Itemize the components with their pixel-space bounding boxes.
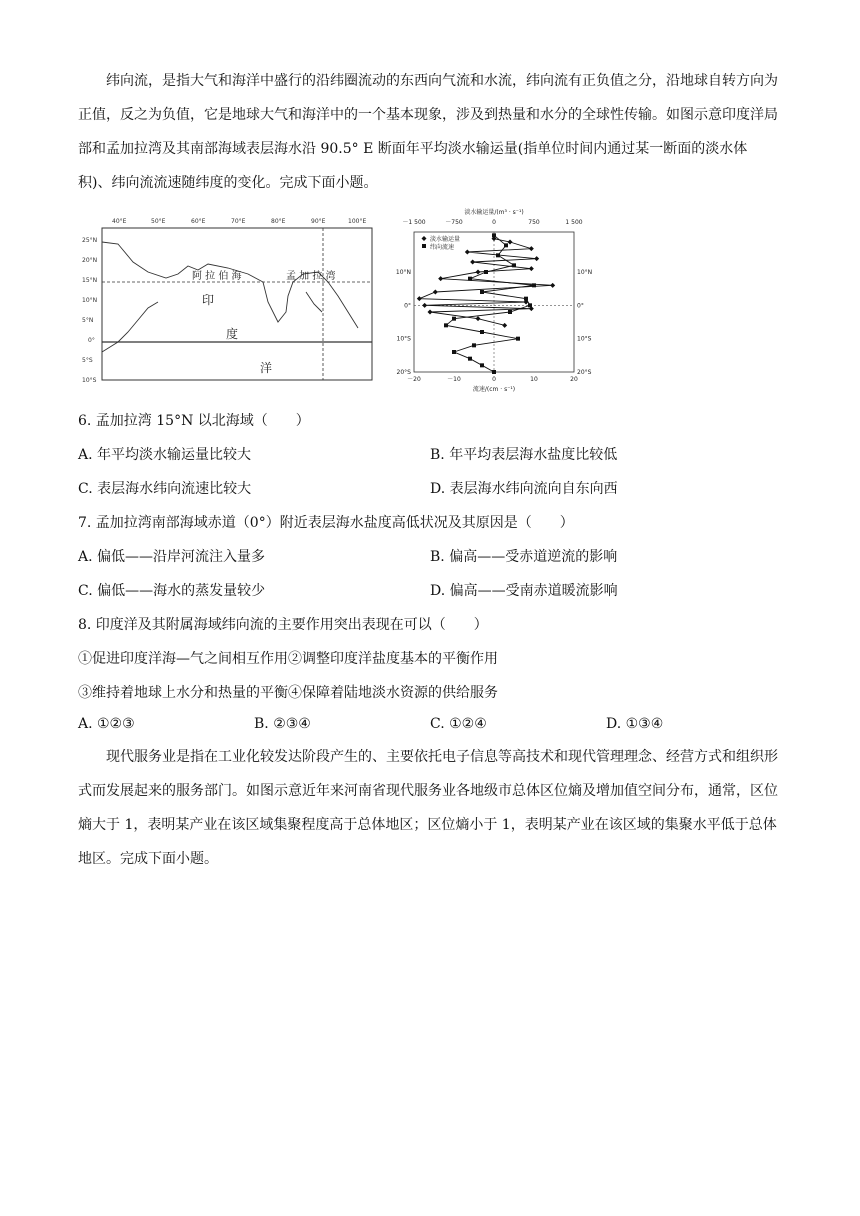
zonal-velocity-point: [468, 357, 472, 361]
y-tick-label-right: 10°N: [577, 269, 593, 276]
lon-label: 40°E: [112, 218, 127, 225]
top-tick-label: 0: [492, 219, 496, 226]
lat-label: 10°S: [82, 377, 97, 384]
q6-option-a[interactable]: A. 年平均淡水输运量比较大: [78, 447, 252, 463]
zonal-velocity-point: [508, 310, 512, 314]
bottom-tick-label: －10: [447, 376, 461, 383]
zonal-velocity-point: [504, 243, 508, 247]
lat-label: 20°N: [82, 257, 98, 264]
lon-label: 50°E: [151, 218, 166, 225]
q7-option-c[interactable]: C. 偏低——海水的蒸发量较少: [78, 583, 266, 599]
zonal-velocity-point: [532, 283, 536, 287]
zonal-velocity-point: [524, 297, 528, 301]
bottom-axis-label: 流速/(cm · s⁻¹): [472, 386, 516, 393]
q8-statement-line-2: ③维持着地球上水分和热量的平衡④保障着陆地淡水资源的供给服务: [78, 685, 498, 701]
zonal-velocity-point: [452, 350, 456, 354]
lat-label: 25°N: [82, 237, 98, 244]
y-tick-label-right: 20°S: [577, 369, 592, 376]
zonal-velocity-point: [496, 253, 500, 257]
ocean-label: 度: [226, 327, 239, 341]
y-tick-label-left: 10°S: [396, 335, 411, 343]
lon-label: 90°E: [311, 218, 326, 225]
top-tick-label: －1 500: [402, 219, 426, 226]
bottom-tick-label: 0: [492, 376, 496, 383]
zonal-velocity-point: [480, 363, 484, 367]
q7-option-b[interactable]: B. 偏高——受赤道逆流的影响: [430, 549, 618, 565]
indian-ocean-map: [78, 212, 378, 390]
lat-label: 10°N: [82, 297, 98, 304]
zonal-velocity-point: [480, 330, 484, 334]
q8-option-a[interactable]: A. ①②③: [78, 716, 135, 732]
q8-stem: 8. 印度洋及其附属海域纬向流的主要作用突出表现在可以（ ）: [78, 617, 488, 633]
lon-label: 100°E: [348, 218, 367, 225]
q8-option-b[interactable]: B. ②③④: [254, 716, 311, 732]
y-tick-label-right: 0°: [577, 302, 584, 310]
y-tick-label-left: 0°: [404, 302, 411, 310]
y-tick-label-right: 10°S: [577, 335, 592, 343]
zonal-velocity-point: [480, 290, 484, 294]
top-axis-label: 淡水输运量/(m³ · s⁻¹): [464, 209, 524, 216]
y-tick-label-left: 20°S: [396, 369, 411, 376]
lat-label: 5°N: [82, 317, 94, 324]
lon-label: 80°E: [271, 218, 286, 225]
legend-square-marker: [422, 244, 426, 248]
legend-freshwater-label: 淡水输运量: [430, 236, 461, 243]
q6-option-b[interactable]: B. 年平均表层海水盐度比较低: [430, 447, 618, 463]
legend-velocity-label: 纬向流速: [430, 244, 455, 251]
lon-label: 70°E: [231, 218, 246, 225]
bottom-tick-label: －20: [407, 376, 421, 383]
sea-label: 孟 加 拉 湾: [286, 271, 336, 282]
top-tick-label: 1 500: [565, 219, 583, 226]
bottom-tick-label: 10: [530, 376, 538, 383]
sea-label: 阿 拉 伯 海: [192, 271, 242, 282]
zonal-velocity-point: [452, 317, 456, 321]
zonal-velocity-point: [516, 337, 520, 341]
q7-stem: 7. 孟加拉湾南部海域赤道（0°）附近表层海水盐度高低状况及其原因是（ ）: [78, 515, 574, 531]
zonal-velocity-point: [512, 263, 516, 267]
ocean-label: 印: [202, 293, 215, 307]
zonal-velocity-point: [484, 270, 488, 274]
lon-label: 60°E: [191, 218, 206, 225]
zonal-velocity-point: [492, 233, 496, 237]
lat-label: 15°N: [82, 277, 98, 284]
zonal-velocity-point: [444, 323, 448, 327]
q6-option-d[interactable]: D. 表层海水纬向流向自东向西: [430, 481, 618, 497]
q6-option-c[interactable]: C. 表层海水纬向流速比较大: [78, 481, 252, 497]
q7-option-a[interactable]: A. 偏低——沿岸河流注入量多: [78, 549, 266, 565]
lat-label: 5°S: [82, 357, 93, 364]
zonal-velocity-point: [528, 303, 532, 307]
lat-label: 0°: [88, 337, 95, 344]
q8-option-d[interactable]: D. ①③④: [606, 716, 664, 732]
q8-statement-line-1: ①促进印度洋海—气之间相互作用②调整印度洋盐度基本的平衡作用: [78, 651, 498, 667]
ocean-label: 洋: [260, 361, 273, 375]
intro-paragraph-2: 现代服务业是指在工业化较发达阶段产生的、主要依托电子信息等高技术和现代管理理念、经营方式和组织形式而发展起来的服务部门。如图示意近年来河南省现代服务业各地级市总体区位熵及增加值空间分布，通常，区位熵大于 1，表明某产业在该区域集聚程度高于总体地区；区位熵小于 1，表明某产业在该区域的集聚水平低于总体地区。完成下面小题。: [78, 749, 778, 867]
intro-paragraph-1: 纬向流，是指大气和海洋中盛行的沿纬圈流动的东西向气流和水流，纬向流有正负值之分，沿地球自转方向为正值，反之为负值，它是地球大气和海洋中的一个基本现象，涉及到热量和水分的全球性传输。如图示意印度洋局部和孟加拉湾及其南部海域表层海水沿 90.5° E 断面年平均淡水输运量(指单位时间内通过某一断面的淡水体积)、纬向流流速随纬度的变化。完成下面小题。: [78, 73, 778, 191]
zonal-velocity-point: [468, 277, 472, 281]
top-tick-label: 750: [528, 219, 540, 226]
y-tick-label-left: 10°N: [395, 269, 411, 276]
zonal-velocity-point: [472, 343, 476, 347]
q7-option-d[interactable]: D. 偏高——受南赤道暖流影响: [430, 583, 618, 599]
q6-stem: 6. 孟加拉湾 15°N 以北海域（ ）: [78, 413, 310, 429]
zonal-velocity-point: [492, 370, 496, 374]
q8-option-c[interactable]: C. ①②④: [430, 716, 487, 732]
top-tick-label: －750: [445, 219, 463, 226]
bottom-tick-label: 20: [570, 376, 578, 383]
transport-chart: [384, 206, 594, 396]
